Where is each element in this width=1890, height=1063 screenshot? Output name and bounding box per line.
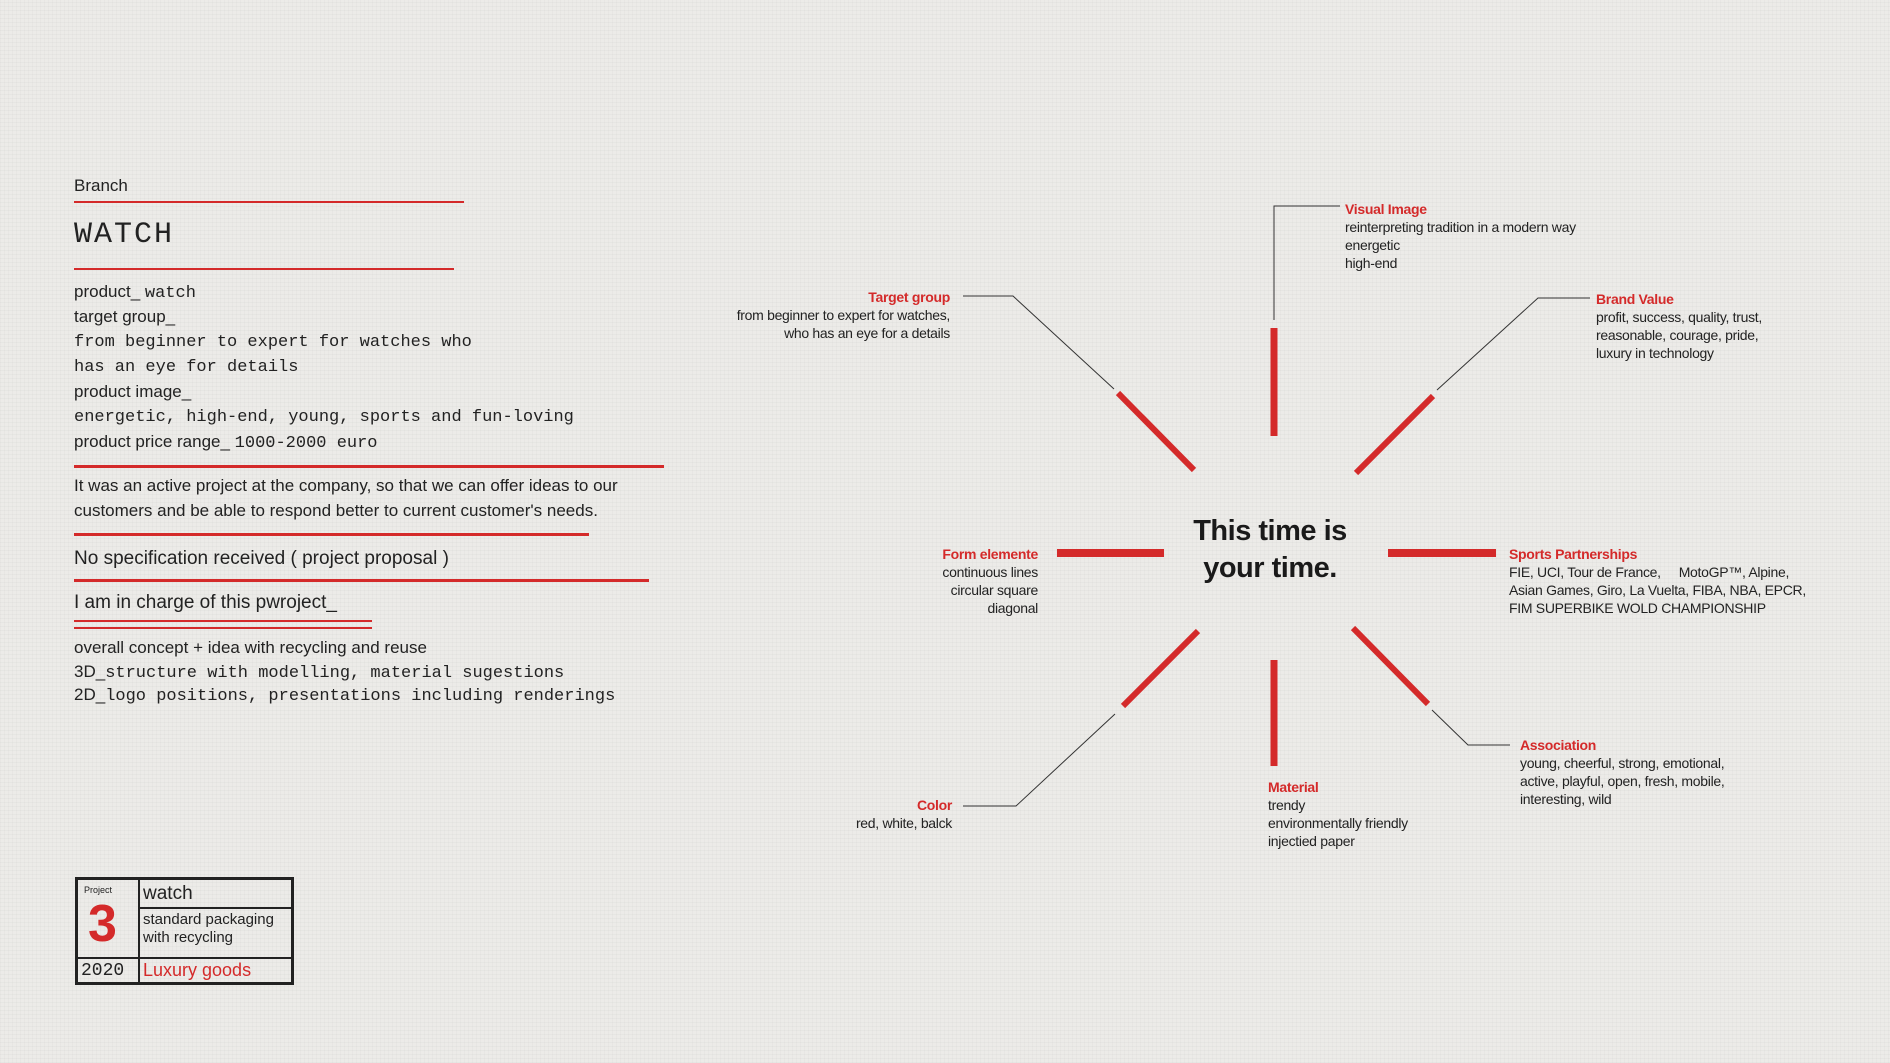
connector-association (1432, 710, 1510, 745)
node-text: reasonable, courage, pride, (1596, 327, 1759, 343)
node-title: Brand Value (1596, 291, 1674, 307)
task-concept: overall concept + idea with recycling and reuse (74, 638, 427, 657)
node-title: Visual Image (1345, 201, 1427, 217)
charge-note: I am in charge of this pwroject_ (74, 592, 337, 613)
node-title: Association (1520, 737, 1597, 753)
node-target-group (690, 288, 950, 342)
node-visual-image (1345, 200, 1576, 272)
connector-target-group (963, 296, 1114, 389)
node-text: injectied paper (1268, 833, 1355, 849)
node-brand-value (1596, 290, 1762, 362)
page-title: WATCH (74, 218, 175, 252)
card-project-number: 3 (88, 895, 117, 953)
node-title: Material (1268, 779, 1319, 795)
card-project-label: Project (84, 885, 113, 895)
branch-label: Branch (74, 176, 128, 195)
spoke-brand-value (1356, 396, 1433, 473)
target-label: target group_ (74, 307, 176, 326)
node-text: circular square (950, 582, 1038, 598)
node-form-elemente (830, 545, 1038, 617)
task-3d-value: structure with modelling, material sugestions (105, 664, 565, 683)
node-text: luxury in technology (1596, 345, 1714, 361)
node-text: energetic (1345, 237, 1400, 253)
node-text: high-end (1345, 255, 1398, 271)
image-value: energetic, high-end, young, sports and fun-loving (74, 408, 574, 427)
spoke-association (1353, 628, 1428, 704)
node-title: Form elemente (942, 546, 1038, 562)
connector-visual-image (1274, 206, 1340, 320)
node-text: FIM SUPERBIKE WOLD CHAMPIONSHIP (1509, 600, 1766, 616)
price-label: product price range_ (74, 432, 230, 451)
node-text: profit, success, quality, trust, (1596, 309, 1762, 325)
card-year: 2020 (81, 961, 125, 981)
task-2d-value: logo positions, presentations including renderings (105, 687, 616, 706)
node-text: red, white, balck (855, 815, 952, 831)
node-title: Sports Partnerships (1509, 546, 1638, 562)
node-text: trendy (1268, 797, 1306, 813)
node-association (1520, 736, 1724, 808)
node-sports-partnerships (1509, 545, 1806, 617)
spoke-target-group (1118, 393, 1194, 470)
node-color (760, 796, 952, 832)
node-text: diagonal (987, 600, 1038, 616)
task-2d-prefix: 2D_ (74, 685, 106, 704)
node-text: from beginner to expert for watches, (736, 307, 950, 323)
connector-color (963, 714, 1115, 806)
node-material (1268, 778, 1408, 850)
center-line-2: your time. (1203, 552, 1337, 584)
node-text: reinterpreting tradition in a modern way (1345, 219, 1576, 235)
product-value: watch (144, 284, 196, 303)
node-text: continuous lines (942, 564, 1038, 580)
card-category: Luxury goods (143, 960, 252, 980)
target-value-2: has an eye for details (74, 358, 299, 377)
node-text: active, playful, open, fresh, mobile, (1520, 773, 1725, 789)
product-label: product_ (74, 282, 141, 301)
card-product: watch (143, 883, 193, 904)
node-text: environmentally friendly (1268, 815, 1408, 831)
node-text: Asian Games, Giro, La Vuelta, FIBA, NBA, EPCR, (1509, 582, 1806, 598)
task-3d-prefix: 3D_ (74, 662, 106, 681)
center-slogan (1170, 513, 1370, 587)
connector-brand-value (1437, 298, 1590, 390)
node-text: FIE, UCI, Tour de France, MotoGP™, Alpine, (1509, 564, 1790, 580)
node-text: who has an eye for a details (784, 325, 950, 341)
spec-note: No specification received ( project proposal ) (74, 548, 449, 569)
node-title: Color (916, 797, 952, 813)
node-title: Target group (868, 289, 950, 305)
target-value-1: from beginner to expert for watches who (74, 333, 472, 352)
spoke-color (1123, 631, 1198, 706)
card-description: standard packaging with recycling (143, 911, 274, 946)
node-text: young, cheerful, strong, emotional, (1520, 755, 1725, 771)
image-label: product image_ (74, 382, 192, 401)
project-description: It was an active project at the company, so that we can offer ideas to our customers and be able to respond better to current customer's needs. (74, 476, 618, 520)
node-text: interesting, wild (1520, 791, 1612, 807)
center-line-1: This time is (1193, 515, 1347, 547)
price-value: 1000-2000 euro (234, 434, 378, 453)
